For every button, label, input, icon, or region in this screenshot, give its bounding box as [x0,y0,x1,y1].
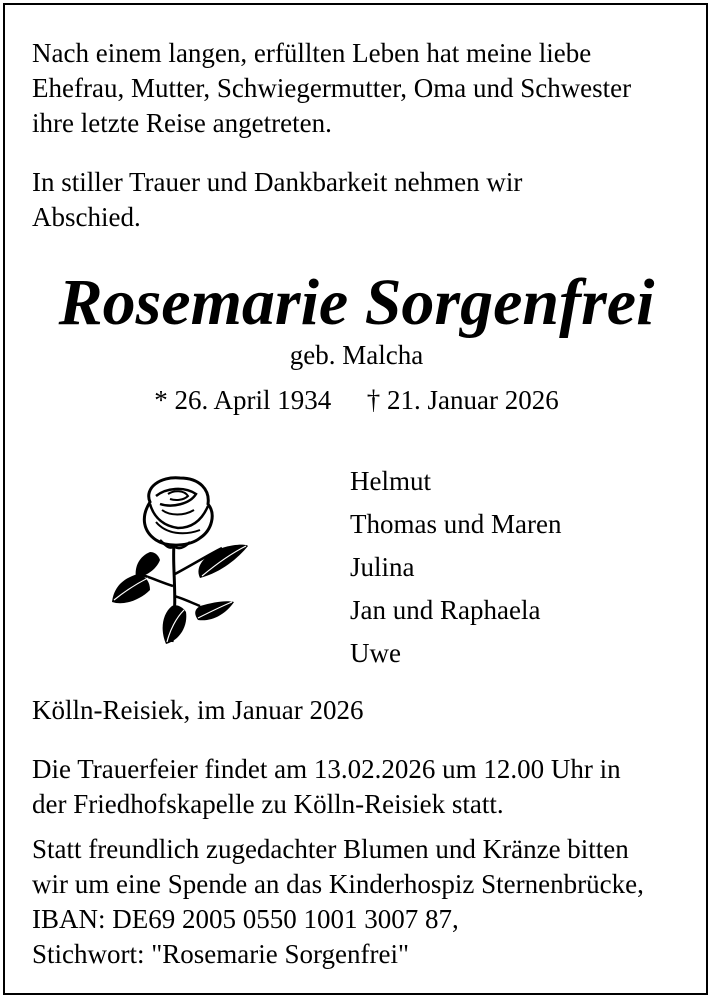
deceased-name: Rosemarie Sorgenfrei [58,266,655,339]
intro-line-2: Ehefrau, Mutter, Schwiegermutter, Oma und Schwester [32,73,632,103]
rose-icon [110,474,250,644]
intro-line-1: Nach einem langen, erfüllten Leben hat meine liebe [32,38,592,68]
death-date: † 21. Januar 2026 [366,385,559,415]
maiden-name: geb. Malcha [289,340,424,370]
birth-date: * 26. April 1934 [154,385,332,415]
family-member: Jan und Raphaela [350,595,541,625]
donation-line-2: wir um eine Spende an das Kinderhospiz Sternenbrücke, [32,869,644,899]
farewell-line-1: In stiller Trauer und Dankbarkeit nehmen wir [32,167,523,197]
intro-line-3: ihre letzte Reise angetreten. [32,108,332,138]
family-member: Julina [350,552,415,582]
family-member: Uwe [350,638,401,668]
funeral-line-2: der Friedhofskapelle zu Kölln-Reisiek statt. [32,789,504,819]
farewell-line-2: Abschied. [32,202,141,232]
place-date: Kölln-Reisiek, im Januar 2026 [32,695,364,725]
family-list [350,460,561,675]
donation-iban: IBAN: DE69 2005 0550 1001 3007 87, [32,904,459,934]
family-member: Helmut [350,466,431,496]
life-dates [0,383,713,418]
donation-keyword: Stichwort: "Rosemarie Sorgenfrei" [32,939,409,969]
funeral-line-1: Die Trauerfeier findet am 13.02.2026 um 12.00 Uhr in [32,754,621,784]
family-member: Thomas und Maren [350,509,562,539]
donation-line-1: Statt freundlich zugedachter Blumen und Kränze bitten [32,834,629,864]
